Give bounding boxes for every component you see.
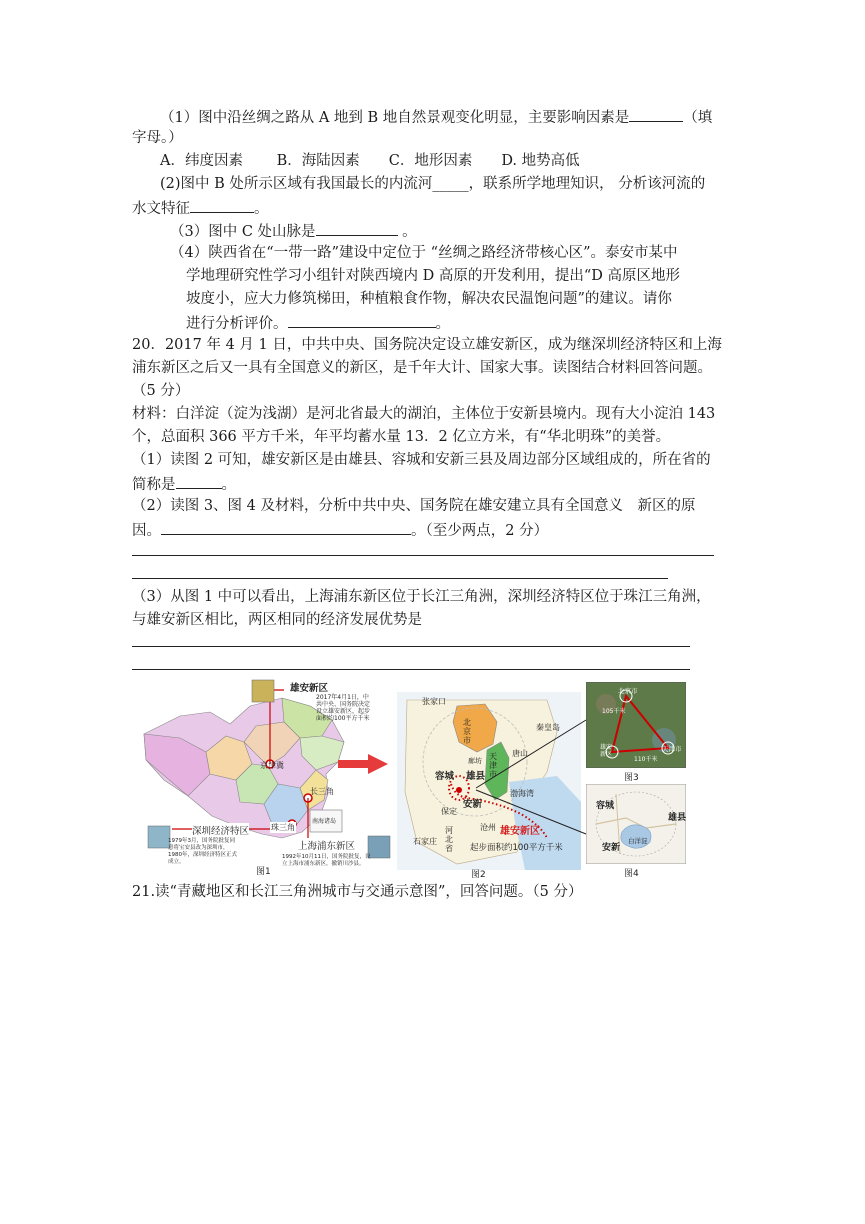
q20-sub3-line2: 与雄安新区相比，两区相同的经济发展优势是 (132, 612, 422, 628)
fig4-xiongxian: 雄县 (668, 813, 687, 823)
fig2-langfang: 廊坊 (468, 757, 482, 765)
answer-line[interactable] (132, 555, 714, 556)
q21-line1: 21.读“青藏地区和长江三角洲城市与交通示意图”，回答问题。（5 分） (132, 884, 583, 900)
q19-part3 (170, 220, 417, 242)
answer-blank[interactable] (161, 519, 411, 535)
q19-part4-text: 进行分析评价。 (186, 316, 288, 332)
q20-sub2-line1: （2）读图 3、图 4 及材料，分析中共中央、国务院在雄安建立具有全国意义 新区的原 (132, 498, 696, 514)
fig1-zhusanjiao: 珠三角 (271, 823, 295, 832)
q20-line1: 20．2017 年 4 月 1 日，中共中央、国务院决定设立雄安新区，成为继深圳经济特区和上海 (132, 337, 722, 353)
answer-blank[interactable] (629, 106, 683, 122)
q20-sub2-tail: 。（至少两点，2 分） (411, 523, 549, 539)
q19-part4-line2: 学地理研究性学习小组针对陕西境内 D 高原的开发利用，提出“D 高原区地形 (186, 268, 680, 284)
fig3-d1: 105千米 (602, 708, 626, 715)
fig1-xiongan-title: 雄安新区 (290, 683, 329, 694)
q20-sub1-line1: （1）读图 2 可知，雄安新区是由雄县、容城和安新三县及周边部分区域组成的，所在省的 (132, 452, 711, 468)
q20-sub3-line1: （3）从图 1 中可以看出，上海浦东新区位于长江三角洲，深圳经济特区位于珠江三角洲， (132, 589, 711, 605)
figure2-caption: 图2 (471, 870, 486, 880)
shenzhen-photo-thumbnail (148, 826, 170, 848)
figure1-caption: 图1 (256, 867, 271, 877)
fig3-d2: 110千米 (634, 756, 658, 763)
fig2-shijiazhuang: 石家庄 (413, 837, 437, 846)
q20-sub1-line2 (132, 473, 236, 495)
fig2-tangshan: 唐山 (512, 749, 528, 758)
q20-sub2-line2 (132, 519, 548, 541)
q19-part2-line2 (132, 197, 269, 219)
q20-sub1-tail: 。 (221, 477, 236, 493)
fig2-qinhuangdao: 秦皇岛 (536, 723, 560, 732)
q19-part1-options: A．纬度因素 B．海陆因素 C．地形因素 D. 地势高低 (160, 153, 580, 169)
q19-part1-text: （1）图中沿丝绸之路从 A 地到 B 地自然景观变化明显，主要影响因素是 (160, 110, 630, 126)
answer-blank[interactable] (190, 197, 254, 213)
fig2-xiongxian: 雄县 (466, 771, 486, 782)
answer-line[interactable] (132, 669, 690, 670)
fig3-xiongan: 雄安新区 (600, 744, 613, 758)
fig2-beijing: 北京市 (463, 718, 471, 745)
fig2-area-note: 起步面积约100平方千米 (470, 843, 563, 853)
fig4-rongcheng: 容城 (596, 801, 615, 811)
answer-line[interactable] (132, 646, 690, 647)
fig1-shenzhen-note: 1979年3月，国务院批复同意将宝安县改为深圳市，1980年，深圳经济特区正式成立。 (168, 838, 237, 865)
q19-part2-tail: 。 (254, 201, 269, 217)
q19-part4-line4 (186, 312, 450, 334)
fig2-tianjin: 天津市 (489, 752, 497, 779)
answer-blank[interactable] (176, 473, 222, 489)
answer-blank[interactable] (288, 312, 436, 328)
fig1-pudong-note: 1992年10月11日，国务院批复，设立上海市浦东新区，撤销川沙县。 (282, 854, 371, 867)
connector-lines (462, 716, 592, 836)
fig1-pudong-title: 上海浦东新区 (298, 838, 355, 852)
q20-line2: 浦东新区之后又一具有全国意义的新区，是千年大计、国家大事。读图结合材料回答问题。 (132, 360, 712, 376)
fig2-hebei: 河北省 (445, 826, 453, 853)
q20-sub2-text: 因。 (132, 523, 161, 539)
fig2-rongcheng: 容城 (435, 771, 455, 782)
fig2-zhangjiakou: 张家口 (422, 697, 446, 706)
q20-sub1-text: 简称是 (132, 477, 176, 493)
q19-part2-text: 水文特征 (132, 201, 190, 217)
q19-part2: (2)图中 B 处所示区域有我国最长的内流河_____，联系所学地理知识， 分析该河流的 (160, 176, 706, 192)
fig2-cangzhou: 沧州 (480, 823, 496, 832)
fig1-jinjinji: 京津冀 (260, 761, 284, 770)
fig3-beijing: 北京市 (618, 687, 638, 695)
q19-part1-tail: （填 (683, 110, 713, 126)
fig1-shenzhen-title: 深圳经济特区 (192, 823, 249, 837)
fig4-baiyangdian: 白洋淀 (628, 837, 648, 845)
fig2-baoding: 保定 (441, 807, 457, 816)
fig4-anxin: 安新 (602, 843, 621, 853)
q19-part1 (160, 106, 712, 128)
q20-material-line2: 个，总面积 366 平方千米，年平均蓄水量 13．2 亿立方米，有“华北明珠”的美誉。 (132, 429, 671, 445)
fig1-xiongan-note: 2017年4月1日，中共中央、国务院决定设立雄安新区，起步面积约100平方千米 (316, 694, 371, 722)
answer-blank[interactable] (316, 220, 398, 236)
fig2-bohaiwan: 渤海湾 (510, 789, 534, 798)
figure4-baiyangdian-map (586, 784, 686, 864)
q19-part4-tail: 。 (435, 316, 450, 332)
q19-part4-line1: （4）陕西省在“一带一路”建设中定位于 “丝绸之路经济带核心区”。泰安市某中 (170, 245, 678, 261)
q19-part1-line2: 字母。） (132, 130, 183, 146)
fig2-xiongan: 雄安新区 (500, 826, 540, 837)
q19-part3-text: （3）图中 C 处山脉是 (170, 224, 316, 240)
fig2-anxin: 安新 (463, 799, 483, 810)
xiongan-photo-thumbnail (252, 680, 274, 702)
fig3-tianjin: 天津市 (662, 745, 682, 753)
q20-line3: （5 分） (132, 383, 190, 399)
q19-part3-tail: 。 (402, 224, 417, 240)
q19-part4-line3: 坡度小，应大力修筑梯田，种植粮食作物，解决农民温饱问题”的建议。请你 (186, 291, 672, 307)
fig1-changsanjiao: 长三角 (310, 787, 334, 796)
figure3-caption: 图3 (624, 773, 639, 783)
fig1-nanhai: 南海诸岛 (312, 818, 337, 825)
answer-line[interactable] (132, 578, 668, 579)
q20-material-line1: 材料：白洋淀（淀为浅湖）是河北省最大的湖泊，主体位于安新县境内。现有大小淀泊 143 (132, 406, 716, 422)
figure-group (132, 676, 692, 880)
figure4-caption: 图4 (624, 869, 639, 879)
